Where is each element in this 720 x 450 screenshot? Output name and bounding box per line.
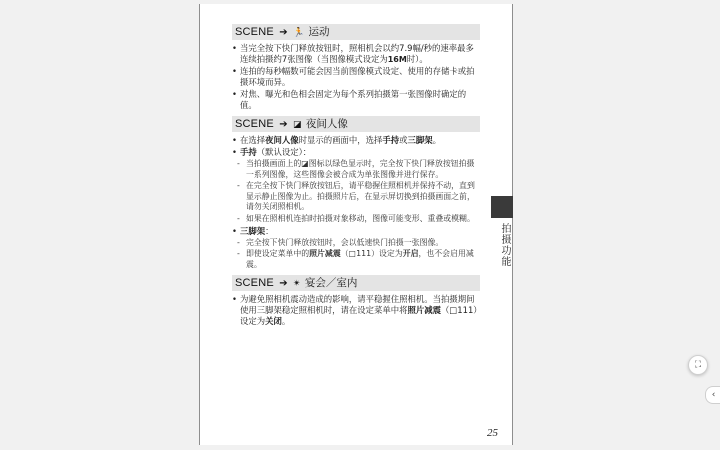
- bullet-item: • 为避免照相机震动造成的影响，请平稳握住照相机。当拍摄期间使用三脚架稳定照相机时，请在设定菜单中将照片减震（□111）设定为关闭。: [232, 294, 478, 327]
- section-heading-night-portrait: [232, 116, 480, 132]
- tripod-label: 三脚架: [240, 225, 266, 236]
- sub-item: - 完全按下快门释放按钮时，会以低速快门拍摄一张图像。: [237, 237, 444, 247]
- sports-mode-icon: 🏃: [292, 28, 305, 38]
- sub-item: - 如果在照相机连拍时拍摄对象移动，图像可能变形、重叠或模糊。: [237, 213, 475, 223]
- arrow-icon: ➔: [279, 119, 288, 130]
- bullet-item-tripod: • 三脚架：: [232, 225, 274, 236]
- scene-label: SCENE: [235, 277, 274, 290]
- arrow-icon: ➔: [279, 278, 288, 290]
- document-page: [199, 4, 513, 445]
- sub-item: - 当拍摄画面上的◪图标以绿色显示时，完全按下快门释放按钮拍摄一系列图像，这些图像会被合成为单张图像并进行保存。: [237, 159, 475, 179]
- section-sports: [232, 24, 480, 111]
- sub-item: - 即使设定菜单中的照片减震（□111）设定为开启，也不会启用减震。: [237, 249, 474, 269]
- party-mode-icon: ✴: [292, 279, 301, 290]
- fullscreen-button[interactable]: [688, 355, 708, 375]
- section-party-indoor: [232, 275, 480, 327]
- section-heading-party-indoor: [232, 275, 480, 291]
- section-title: 运动: [308, 26, 330, 38]
- section-heading-sports: [232, 24, 480, 40]
- bullet-item: • 对焦、曝光和色相会固定为每个系列拍摄第一张图像时确定的值。: [232, 89, 467, 110]
- bullet-item: • 当完全按下快门释放按钮时，照相机会以约7.9幅/秒的速率最多连续拍摄约7张图像（当图像模式设定为16M时）。: [232, 43, 474, 64]
- chevron-left-icon: ‹: [711, 390, 716, 400]
- fullscreen-icon: ⛶: [694, 360, 702, 370]
- page-content: [232, 24, 480, 332]
- side-panel-toggle-button[interactable]: [705, 386, 720, 404]
- handheld-label: 手持: [240, 147, 257, 157]
- bullet-item-handheld: • 手持（默认设定）：: [232, 147, 312, 157]
- section-night-portrait: [232, 116, 480, 270]
- image-mode-icon: 16M: [387, 55, 407, 64]
- bullet-item: • 连拍的每秒幅数可能会因当前图像模式设定、使用的存储卡或拍摄环境而异。: [232, 66, 475, 87]
- night-portrait-icon: ◪: [292, 120, 302, 130]
- arrow-icon: ➔: [279, 27, 288, 38]
- bullet-item: • 在选择夜间人像时显示的画面中，选择手持或三脚架。: [232, 135, 441, 145]
- chapter-side-label: 拍摄功能: [499, 223, 510, 267]
- sub-item: - 在完全按下快门释放按钮后，请平稳握住照相机并保持不动，直到显示静止图像为止。拍摄照片后，在显示屏切换到拍摄画面之前，请勿关闭照相机。: [237, 181, 475, 212]
- scene-label: SCENE: [235, 26, 274, 38]
- section-title: 夜间人像: [305, 118, 348, 130]
- page-number: 25: [487, 427, 498, 439]
- chapter-tab-marker: [491, 196, 513, 218]
- section-title: 宴会／室内: [304, 277, 358, 290]
- scene-label: SCENE: [235, 118, 274, 130]
